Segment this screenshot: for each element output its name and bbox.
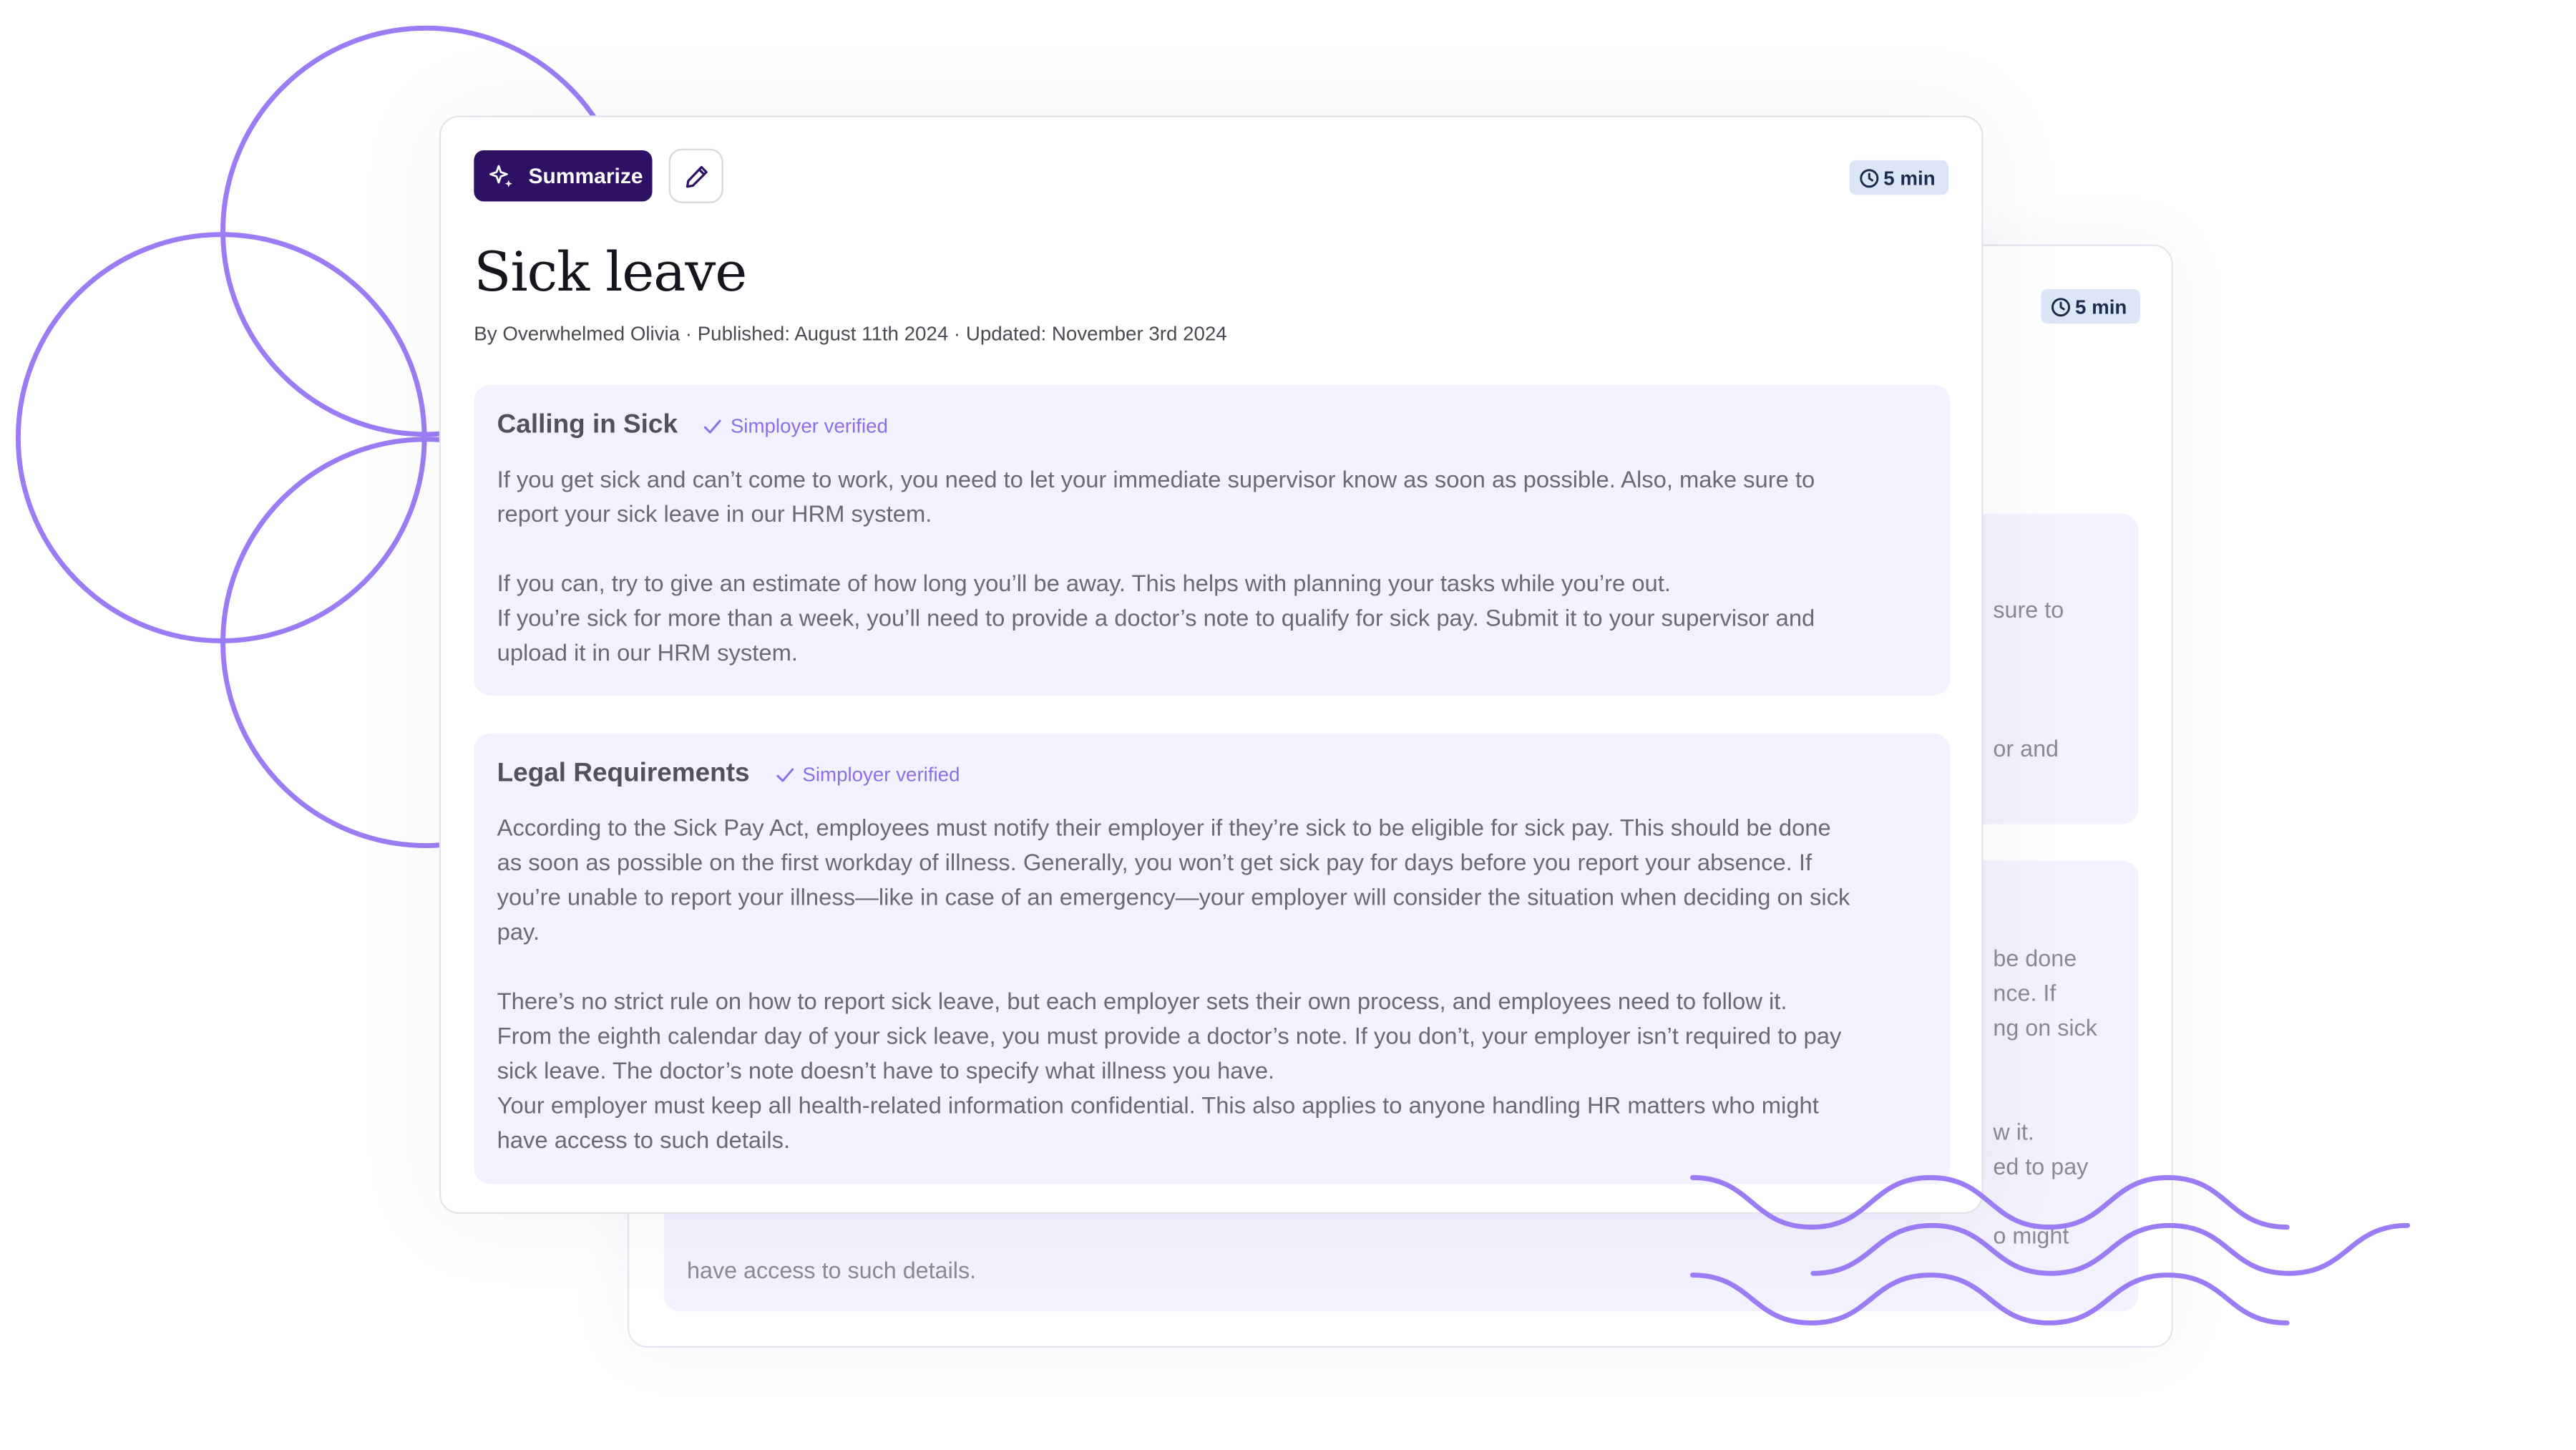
background-read-time: 5 min <box>2074 294 2127 318</box>
text-line: According to the Sick Pay Act, employees must notify their employer if they’re sick to be eligible for sick pay. This should be done <box>497 816 1831 842</box>
summarize-label: Summarize <box>528 163 643 189</box>
text-line: From the eighth calendar day of your sick leave, you must provide a doctor’s note. If you don’t, your employer isn’t required to pay <box>497 1023 1842 1051</box>
background-text-fragment: sure to <box>1993 596 2064 623</box>
section-paragraph <box>497 812 1927 951</box>
text-line: have access to such details. <box>497 1128 791 1155</box>
background-text-fragment: ed to pay <box>1993 1152 2089 1179</box>
read-time: 5 min <box>1883 165 1936 190</box>
section-legal-requirements <box>474 734 1950 1184</box>
edit-button[interactable] <box>669 149 723 203</box>
background-text-fragment: or and <box>1993 734 2059 762</box>
pencil-icon <box>683 162 709 189</box>
background-text-fragment: ng on sick <box>1993 1013 2097 1041</box>
sparkle-icon <box>489 162 515 189</box>
section-paragraph <box>497 464 1927 533</box>
text-line: Your employer must keep all health-related information confidential. This also applies to anyone handling HR matters who might <box>497 1093 1819 1120</box>
background-text-fragment: w it. <box>1993 1118 2034 1145</box>
verified-label: Simployer verified <box>730 414 888 438</box>
text-line: as soon as possible on the first workday of illness. Generally, you won’t get sick pay for days before you report your absence. If <box>497 850 1813 877</box>
text-line: report your sick leave in our HRM system. <box>497 502 932 529</box>
text-line: If you’re sick for more than a week, you’ll need to provide a doctor’s note to qualify for sick pay. Submit it to your supervisor and <box>497 605 1815 633</box>
background-text-fragment: o might <box>1993 1222 2069 1249</box>
text-line: you’re unable to report your illness—like in case of an emergency—your employer will consider the situation when deciding on sick <box>497 885 1850 912</box>
background-read-time-badge <box>2041 289 2140 323</box>
article-meta: By Overwhelmed Olivia · Published: August 11th 2024 · Updated: November 3rd 2024 <box>474 322 1227 346</box>
section-paragraph <box>497 986 1927 1159</box>
read-time-badge <box>1849 160 1948 195</box>
background-text-fragment: have access to such details. <box>687 1257 977 1284</box>
section-title: Calling in Sick <box>497 411 678 439</box>
text-line: If you can, try to give an estimate of how long you’ll be away. This helps with planning your tasks while you’re out. <box>497 571 1671 598</box>
text-line: There’s no strict rule on how to report sick leave, but each employer sets their own process, and employees need to follow it. <box>497 989 1787 1016</box>
article-card <box>439 116 1984 1215</box>
summarize-button[interactable] <box>474 150 652 202</box>
clock-icon <box>2050 296 2070 316</box>
check-icon <box>704 417 722 435</box>
check-icon <box>776 766 794 784</box>
background-text-fragment: be done <box>1993 945 2077 971</box>
section-paragraph <box>497 568 1927 672</box>
section-title: Legal Requirements <box>497 759 750 788</box>
section-calling-in-sick <box>474 385 1950 696</box>
page-title: Sick leave <box>474 239 747 304</box>
clock-icon <box>1859 167 1879 188</box>
background-text-fragment: nce. If <box>1993 979 2057 1006</box>
verified-label: Simployer verified <box>802 763 960 787</box>
verified-badge <box>776 763 960 786</box>
verified-badge <box>704 414 888 437</box>
text-line: upload it in our HRM system. <box>497 641 798 668</box>
text-line: If you get sick and can’t come to work, you need to let your immediate supervisor know as soon as possible. Also, make sure to <box>497 467 1815 495</box>
text-line: sick leave. The doctor’s note doesn’t have to specify what illness you have. <box>497 1059 1275 1086</box>
text-line: pay. <box>497 920 540 947</box>
